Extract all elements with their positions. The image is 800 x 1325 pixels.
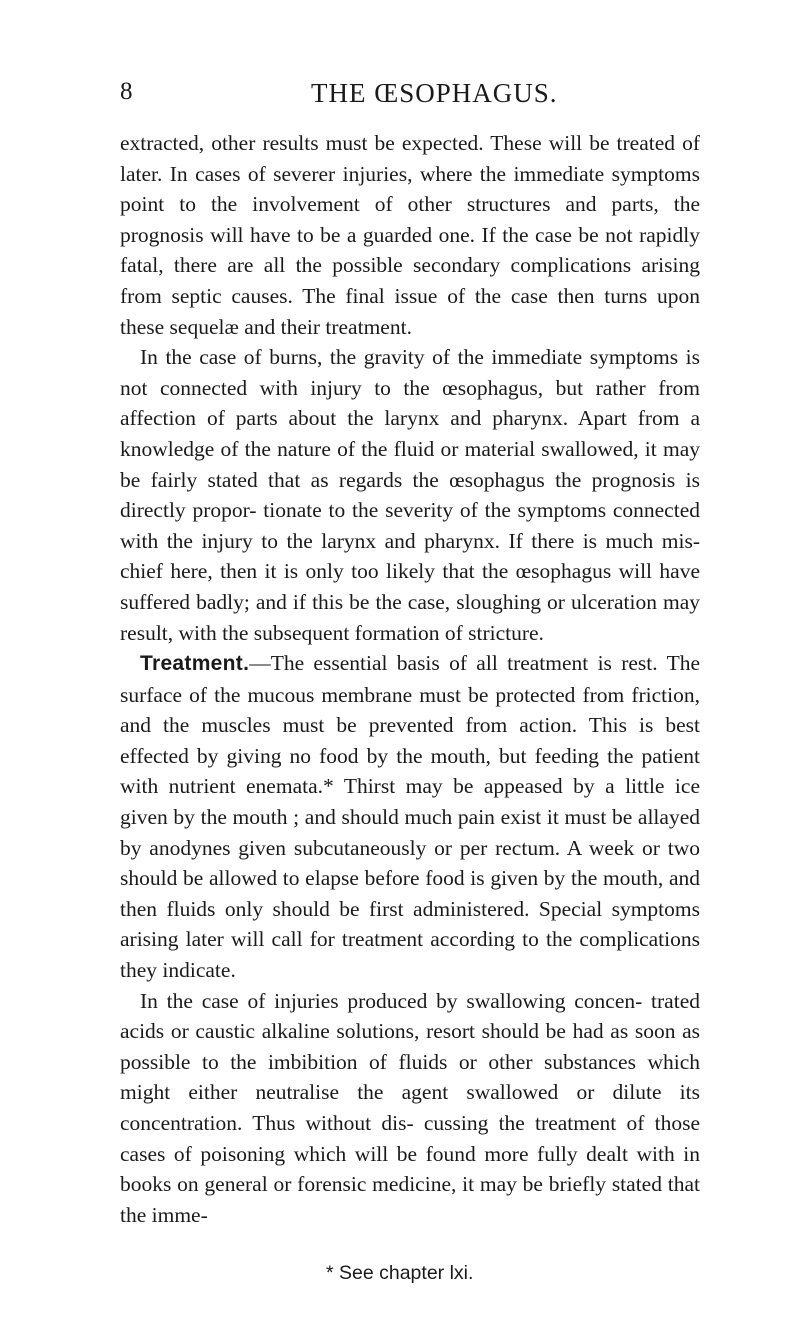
- footnote: * See chapter lxi.: [326, 1262, 474, 1284]
- running-title: THE ŒSOPHAGUS.: [311, 78, 558, 108]
- treatment-text: —The essential basis of all treatment is rest. The surface of the mucous membrane must be protected from friction, and the muscles must be prevented from action. This is best effected by giving no food by the mouth, but feeding the patient with nutrient enemata.* Thirst may be appeased by a little ice given by the mouth ; and should much pain exist it must be allayed by anodynes given subcutaneously or per rectum. A week or two should be allowed to elapse before food is given by the mouth, and then fluids only should be first administered. Special symptoms arising later will call for treatment according to the complications they indicate.: [120, 651, 700, 983]
- body-text: [120, 128, 700, 1230]
- page-number: 8: [120, 78, 133, 105]
- running-head: [120, 78, 700, 112]
- paragraph-acids: In the case of injuries produced by swallowing concen- trated acids or caustic alkaline solutions, resort should be had as soon as possible to the imbibition of fluids or other substances which might either neutralise the agent swallowed or dilute its concentration. Thus without dis- cussing the treatment of those cases of poisoning which will be found more fully dealt with in books on general or forensic medicine, it may be briefly stated that the imme-: [120, 988, 700, 1227]
- treatment-heading: Treatment.: [140, 652, 250, 676]
- paragraph-burns: In the case of burns, the gravity of the immediate symptoms is not connected with injury to the œsophagus, but rather from affection of parts about the larynx and pharynx. Apart from a knowledge of the nature of the fluid or material swallowed, it may be fairly stated that as regards the œsophagus the prognosis is directly propor- tionate to the severity of the symptoms connected with the injury to the larynx and pharynx. If there is much mis- chief here, then it is only too likely that the œsophagus will have suffered badly; and if this be the case, sloughing or ulceration may result, with the subsequent formation of stricture.: [120, 345, 700, 645]
- paragraph-treatment: [120, 648, 700, 986]
- paragraph-extracted: extracted, other results must be expected. These will be treated of later. In cases of severer injuries, where the immediate symptoms point to the involvement of other structures and parts, the prognosis will have to be a guarded one. If the case be not rapidly fatal, there are all the possible secondary complications arising from septic causes. The final issue of the case then turns upon these sequelæ and their treatment.: [120, 131, 700, 339]
